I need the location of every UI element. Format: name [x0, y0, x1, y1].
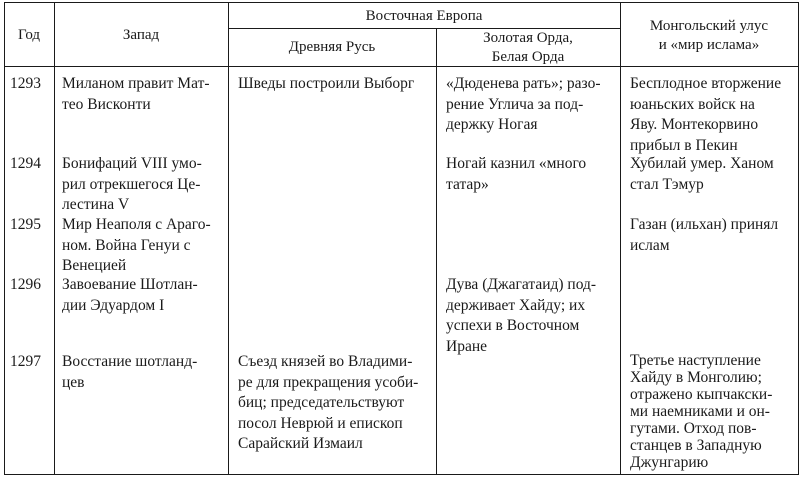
text-line: лестина V — [62, 196, 130, 213]
header-golden-horde-line: Золотая Орда, — [483, 30, 573, 46]
text-line: ре для прекращения усоби- — [238, 373, 419, 391]
header-mongol-line: Монгольский улус — [649, 18, 769, 34]
row-1293-horde — [446, 74, 601, 136]
text-line: Миланом правит Мат- — [62, 75, 210, 92]
row-1293-west — [62, 74, 210, 115]
header-mongol-line: и «мир ислама» — [658, 37, 760, 53]
text-line: стал Тэмур — [630, 175, 704, 193]
text-line: Третье наступление — [630, 352, 761, 369]
text-line: посол Неврюй и епископ — [238, 414, 403, 432]
row-1294-mongol — [630, 154, 774, 195]
text-line: биц; председательствуют — [238, 394, 405, 411]
west-column-rule — [228, 2, 229, 475]
row-1297-west — [62, 352, 197, 393]
text-line: Дува (Джагатаид) под- — [446, 276, 597, 293]
header-eastern-europe: Восточная Европа — [365, 8, 483, 24]
row-1294-year: 1294 — [10, 155, 41, 172]
text-line: успехи в Восточном — [446, 317, 580, 334]
text-line: Завоевание Шотлан- — [62, 276, 198, 293]
text-line: Сарайский Измаил — [238, 435, 363, 452]
text-line: «Дюденева рать»; разо- — [446, 75, 601, 92]
text-line: гутами. Отход пов- — [630, 420, 757, 437]
text-line: Венецией — [62, 257, 127, 274]
text-line: Ногай казнил «много — [446, 155, 587, 172]
text-line: ми наемниками и он- — [630, 403, 770, 420]
header-golden-horde-line: Белая Орда — [491, 49, 565, 65]
row-1296-west — [62, 275, 198, 316]
text-line: дии Эдуардом I — [62, 296, 165, 314]
text-line: Джунгарию — [630, 454, 709, 471]
text-line: Бонифаций VIII умо- — [62, 155, 202, 172]
text-line: Хубилай умер. Ханом — [630, 155, 774, 172]
text-line: Иране — [446, 337, 487, 355]
text-line: Восстание шотланд- — [62, 353, 198, 370]
row-1295-year: 1295 — [10, 216, 41, 233]
text-line: Газан (ильхан) принял — [630, 216, 779, 233]
row-1293-year: 1293 — [10, 75, 41, 92]
text-line: ном. Война Генуи с — [62, 236, 191, 254]
header-year: Год — [17, 27, 41, 43]
text-line: отражено кыпчакски- — [630, 386, 773, 403]
text-line: держивает Хайду; их — [446, 296, 586, 314]
text-line: татар» — [446, 175, 489, 193]
horde-column-rule — [620, 2, 621, 475]
header-golden-horde — [436, 29, 620, 67]
row-1295-west — [62, 215, 211, 277]
row-1294-horde — [446, 154, 586, 195]
text-line: Мир Неаполя с Араго- — [62, 216, 211, 233]
table-left-rule — [4, 2, 5, 475]
text-line: держку Ногая — [446, 116, 538, 133]
text-line: прибыл в Пекин — [630, 136, 738, 154]
row-1293-rus — [238, 74, 414, 95]
text-line: цев — [62, 373, 85, 391]
header-bottom-rule — [4, 66, 799, 67]
row-1293-mongol — [630, 74, 781, 156]
text-line: рение Углича за под- — [446, 95, 584, 113]
row-1297-year: 1297 — [10, 353, 41, 370]
row-1297-rus — [238, 352, 418, 455]
text-line: Хайду в Монголию; — [630, 369, 762, 386]
table-top-rule — [4, 2, 799, 3]
row-1294-west — [62, 154, 202, 216]
row-1295-mongol — [630, 215, 778, 256]
text-line: рил отрекшегося Це- — [62, 175, 201, 193]
row-1296-horde — [446, 275, 596, 357]
text-line: ислам — [630, 236, 670, 254]
header-ancient-rus: Древняя Русь — [288, 39, 376, 55]
row-1296-year: 1296 — [10, 276, 41, 293]
text-line: Шведы построили Выборг — [238, 75, 415, 92]
text-line: станцев в Западную — [630, 437, 762, 454]
header-mongol-ulus — [620, 17, 798, 55]
year-column-rule — [54, 2, 55, 475]
header-west: Запад — [122, 27, 160, 43]
rus-column-rule — [436, 28, 437, 475]
text-line: тео Висконти — [62, 95, 151, 113]
text-line: юаньских войск на — [630, 95, 755, 113]
table-right-rule — [798, 2, 799, 475]
text-line: Яву. Монтекорвино — [630, 116, 759, 133]
row-1297-mongol — [630, 352, 772, 471]
chronology-table — [4, 2, 799, 475]
text-line: Съезд князей во Владими- — [238, 353, 413, 370]
text-line: Бесплодное вторжение — [630, 75, 782, 92]
table-bottom-rule — [4, 474, 799, 475]
